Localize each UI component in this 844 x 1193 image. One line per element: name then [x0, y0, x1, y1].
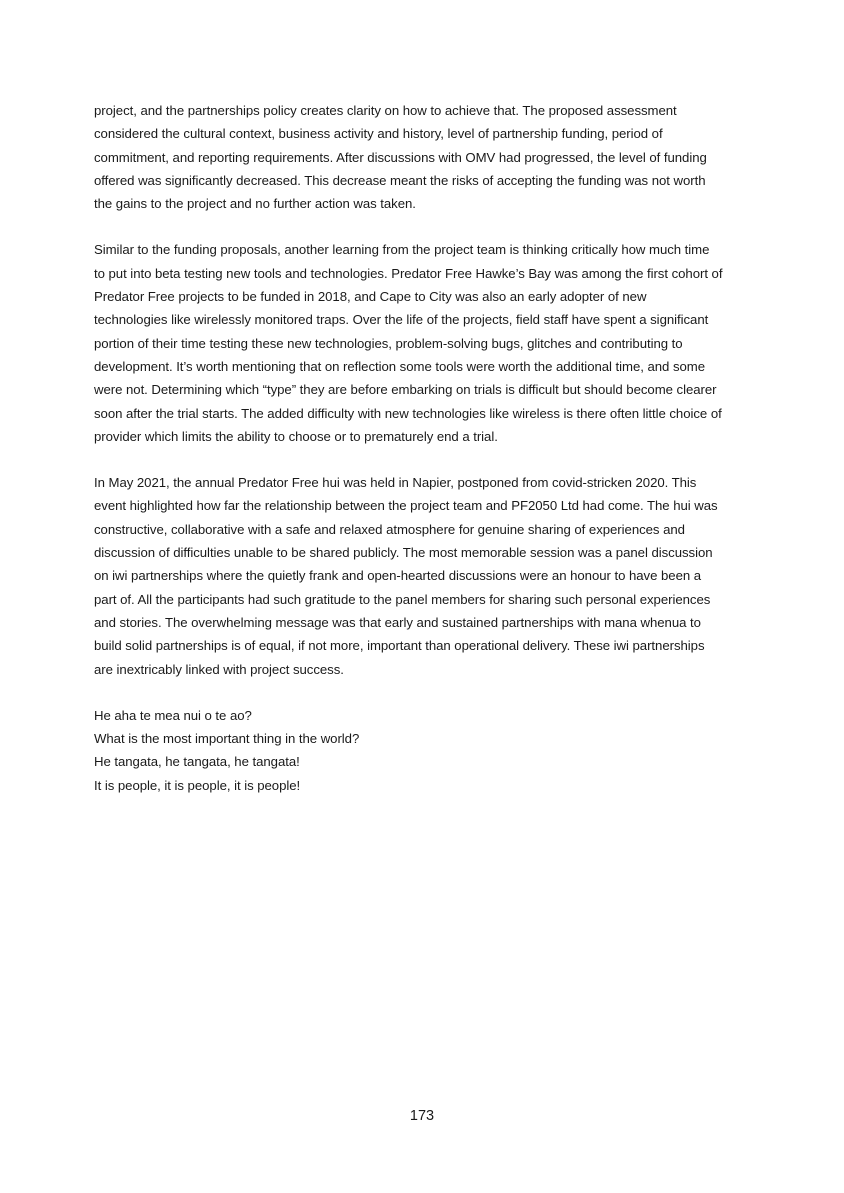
text-line: soon after the trial starts. The added difficulty with new technologies like wireless is there often little choice of: [94, 405, 722, 421]
text-line: technologies like wirelessly monitored traps. Over the life of the projects, field staff have spent a significant: [94, 312, 709, 328]
text-line: the gains to the project and no further action was taken.: [94, 196, 416, 212]
quote-line: It is people, it is people, it is people!: [94, 777, 301, 793]
text-line: event highlighted how far the relationship between the project team and PF2050 Ltd had come. The hui was: [94, 498, 718, 514]
text-line: In May 2021, the annual Predator Free hui was held in Napier, postponed from covid-stricken 2020. This: [94, 475, 697, 491]
text-line: project, and the partnerships policy creates clarity on how to achieve that. The proposed assessment: [94, 103, 677, 118]
text-line: portion of their time testing these new technologies, problem-solving bugs, glitches and contributing to: [94, 335, 683, 351]
text-line: provider which limits the ability to choose or to prematurely end a trial.: [94, 428, 498, 444]
paragraph-beta-testing: [94, 238, 750, 448]
text-line: were not. Determining which “type” they are before embarking on trials is difficult but should become clearer: [94, 382, 717, 398]
text-line: build solid partnerships is of equal, if not more, important than operational delivery. These iwi partnerships: [94, 638, 705, 654]
text-line: part of. All the participants had such gratitude to the panel members for sharing such personal experiences: [94, 591, 711, 607]
text-line: to put into beta testing new tools and technologies. Predator Free Hawke’s Bay was among the first cohort of: [94, 265, 723, 281]
paragraph-hui: [94, 471, 750, 681]
quote-line: What is the most important thing in the world?: [94, 731, 360, 747]
quote-line: He aha te mea nui o te ao?: [94, 707, 252, 723]
page-number: 173: [409, 1108, 435, 1124]
text-line: development. It’s worth mentioning that on reflection some tools were worth the additional time, and some: [94, 358, 705, 374]
text-line: constructive, collaborative with a safe and relaxed atmosphere for genuine sharing of experiences and: [94, 521, 685, 537]
paragraph-partnerships: [94, 99, 750, 215]
text-line: considered the cultural context, business activity and history, level of partnership funding, period of: [94, 126, 663, 142]
text-line: offered was significantly decreased. This decrease meant the risks of accepting the funding was not worth: [94, 172, 706, 188]
text-line: discussion of difficulties unable to be shared publicly. The most memorable session was a panel discussion: [94, 545, 713, 561]
text-line: on iwi partnerships where the quietly frank and open-hearted discussions were an honour to have been a: [94, 568, 702, 584]
text-line: commitment, and reporting requirements. After discussions with OMV had progressed, the level of funding: [94, 149, 707, 165]
text-line: Predator Free projects to be funded in 2018, and Cape to City was also an early adopter of new: [94, 289, 647, 305]
document-body: [94, 99, 750, 820]
text-line: and stories. The overwhelming message was that early and sustained partnerships with mana whenua to: [94, 614, 701, 630]
whakatauki-quote: [94, 704, 750, 797]
text-line: are inextricably linked with project success.: [94, 661, 344, 677]
text-line: Similar to the funding proposals, another learning from the project team is thinking critically how much time: [94, 242, 710, 258]
quote-line: He tangata, he tangata, he tangata!: [94, 754, 300, 770]
